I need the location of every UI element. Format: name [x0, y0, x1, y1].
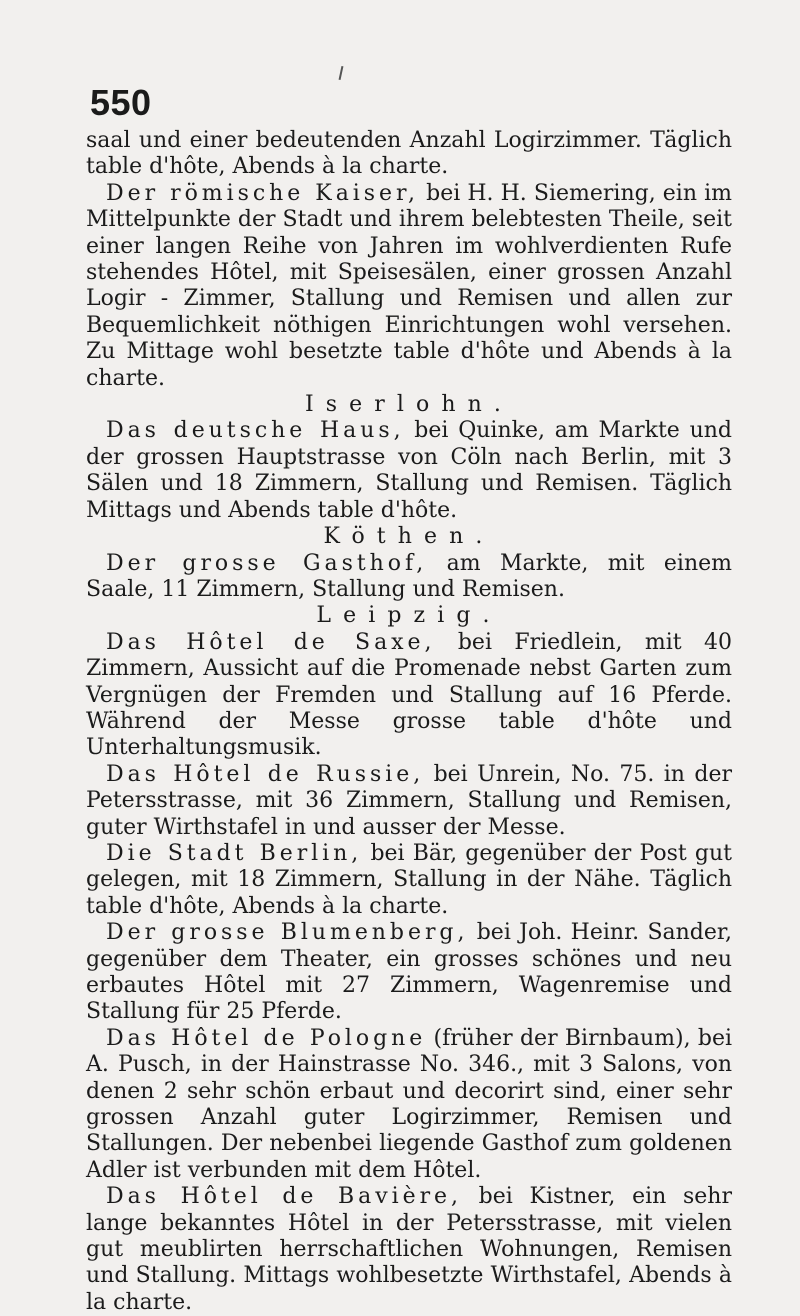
stray-ink-mark: [339, 66, 344, 80]
hotel-name: Das Hôtel de Russie,: [106, 761, 425, 787]
hotel-entry-hotel-de-baviere: [86, 1184, 732, 1316]
hotel-description: bei Friedlein, mit 40 Zimmern, Aussicht auf die Promenade nebst Garten zum Vergnügen der Fremden und Stallung auf 16 Pferde. Während der Messe grosse table d'hôte und Unterhaltungsmusik.: [86, 629, 732, 761]
paragraph-text: saal und einer bedeutenden Anzahl Logirzimmer. Täglich table d'hôte, Abends à la charte.: [86, 128, 732, 180]
hotel-name: Das deutsche Haus,: [106, 418, 405, 444]
hotel-description: bei Quinke, am Markte und der grossen Hauptstrasse von Cöln nach Berlin, mit 3 Sälen und 18 Zimmern, Stallung und Remisen. Täglich Mittags und Abends table d'hôte.: [86, 418, 733, 523]
hotel-description: bei Unrein, No. 75. in der Petersstrasse, mit 36 Zimmern, Stallung und Remisen, guter Wirthstafel in und ausser der Messe.: [86, 761, 732, 840]
hotel-name: Das Hôtel de Saxe,: [106, 629, 436, 655]
hotel-entry-deutsches-haus: [86, 418, 732, 524]
hotel-description: am Markte, mit einem Saale, 11 Zimmern, Stallung und Remisen.: [86, 550, 733, 602]
hotel-description: bei Kistner, ein sehr lange bekanntes Hôtel in der Petersstrasse, mit vielen gut meublirten herrschaftlichen Wohnungen, Remisen und Stallung. Mittags wohlbesetzte Wirthstafel, Abends à la charte.: [86, 1184, 732, 1315]
hotel-entry-hotel-de-saxe: [86, 630, 732, 762]
paragraph-continuation: [86, 128, 732, 181]
hotel-entry-hotel-de-pologne: [86, 1026, 732, 1184]
hotel-description: bei Bär, gegenüber der Post gut gelegen, mit 18 Zimmern, Stallung in der Nähe. Täglich table d'hôte, Abends à la charte.: [86, 840, 733, 919]
hotel-entry-grosser-gasthof: [86, 551, 732, 604]
hotel-name: Die Stadt Berlin,: [106, 840, 363, 866]
city-heading-iserlohn: Iserlohn.: [304, 392, 514, 418]
hotel-description: (früher der Birnbaum), bei A. Pusch, in der Hainstrasse No. 346., mit 3 Salons, von denen 2 sehr schön erbaut und decorirt sind, einer sehr grossen Anzahl guter Logirzimmer, Remisen und Stallungen. Der nebenbei liegende Gasthof zum goldenen Adler ist verbunden mit dem Hôtel.: [86, 1025, 732, 1183]
page-number: 550: [90, 82, 152, 123]
hotel-entry-grosser-blumenberg: [86, 920, 732, 1026]
page-body: [86, 128, 732, 1316]
hotel-description: bei H. H. Siemering, ein im Mittelpunkte der Stadt und ihrem belebtesten Theile, seit einer langen Reihe von Jahren im wohlverdienten Rufe stehendes Hôtel, mit Speisesälen, einer grossen Anzahl Logir - Zimmer, Stallung und Remisen und allen zur Bequemlichkeit nöthigen Einrichtungen wohl versehen. Zu Mittage wohl besetzte table d'hôte und Abends à la charte.: [86, 180, 733, 391]
city-heading-leipzig: Leipzig.: [316, 603, 502, 629]
hotel-entry-roemischer-kaiser: [86, 181, 732, 392]
hotel-name: Das Hôtel de Bavière,: [106, 1184, 462, 1210]
hotel-entry-stadt-berlin: [86, 841, 732, 920]
hotel-name: Der grosse Blumenberg,: [106, 920, 469, 946]
hotel-entry-hotel-de-russie: [86, 762, 732, 841]
city-heading-koethen: Köthen.: [323, 524, 495, 550]
hotel-description: bei Joh. Heinr. Sander, gegenüber dem Theater, ein grosses schönes und neu erbautes Hôtel mit 27 Zimmern, Wagenremise und Stallung für 25 Pferde.: [86, 920, 732, 1025]
hotel-name: Der grosse Gasthof,: [106, 550, 428, 576]
hotel-name: Das Hôtel de Pologne: [106, 1025, 427, 1051]
hotel-name: Der römische Kaiser,: [106, 180, 420, 206]
